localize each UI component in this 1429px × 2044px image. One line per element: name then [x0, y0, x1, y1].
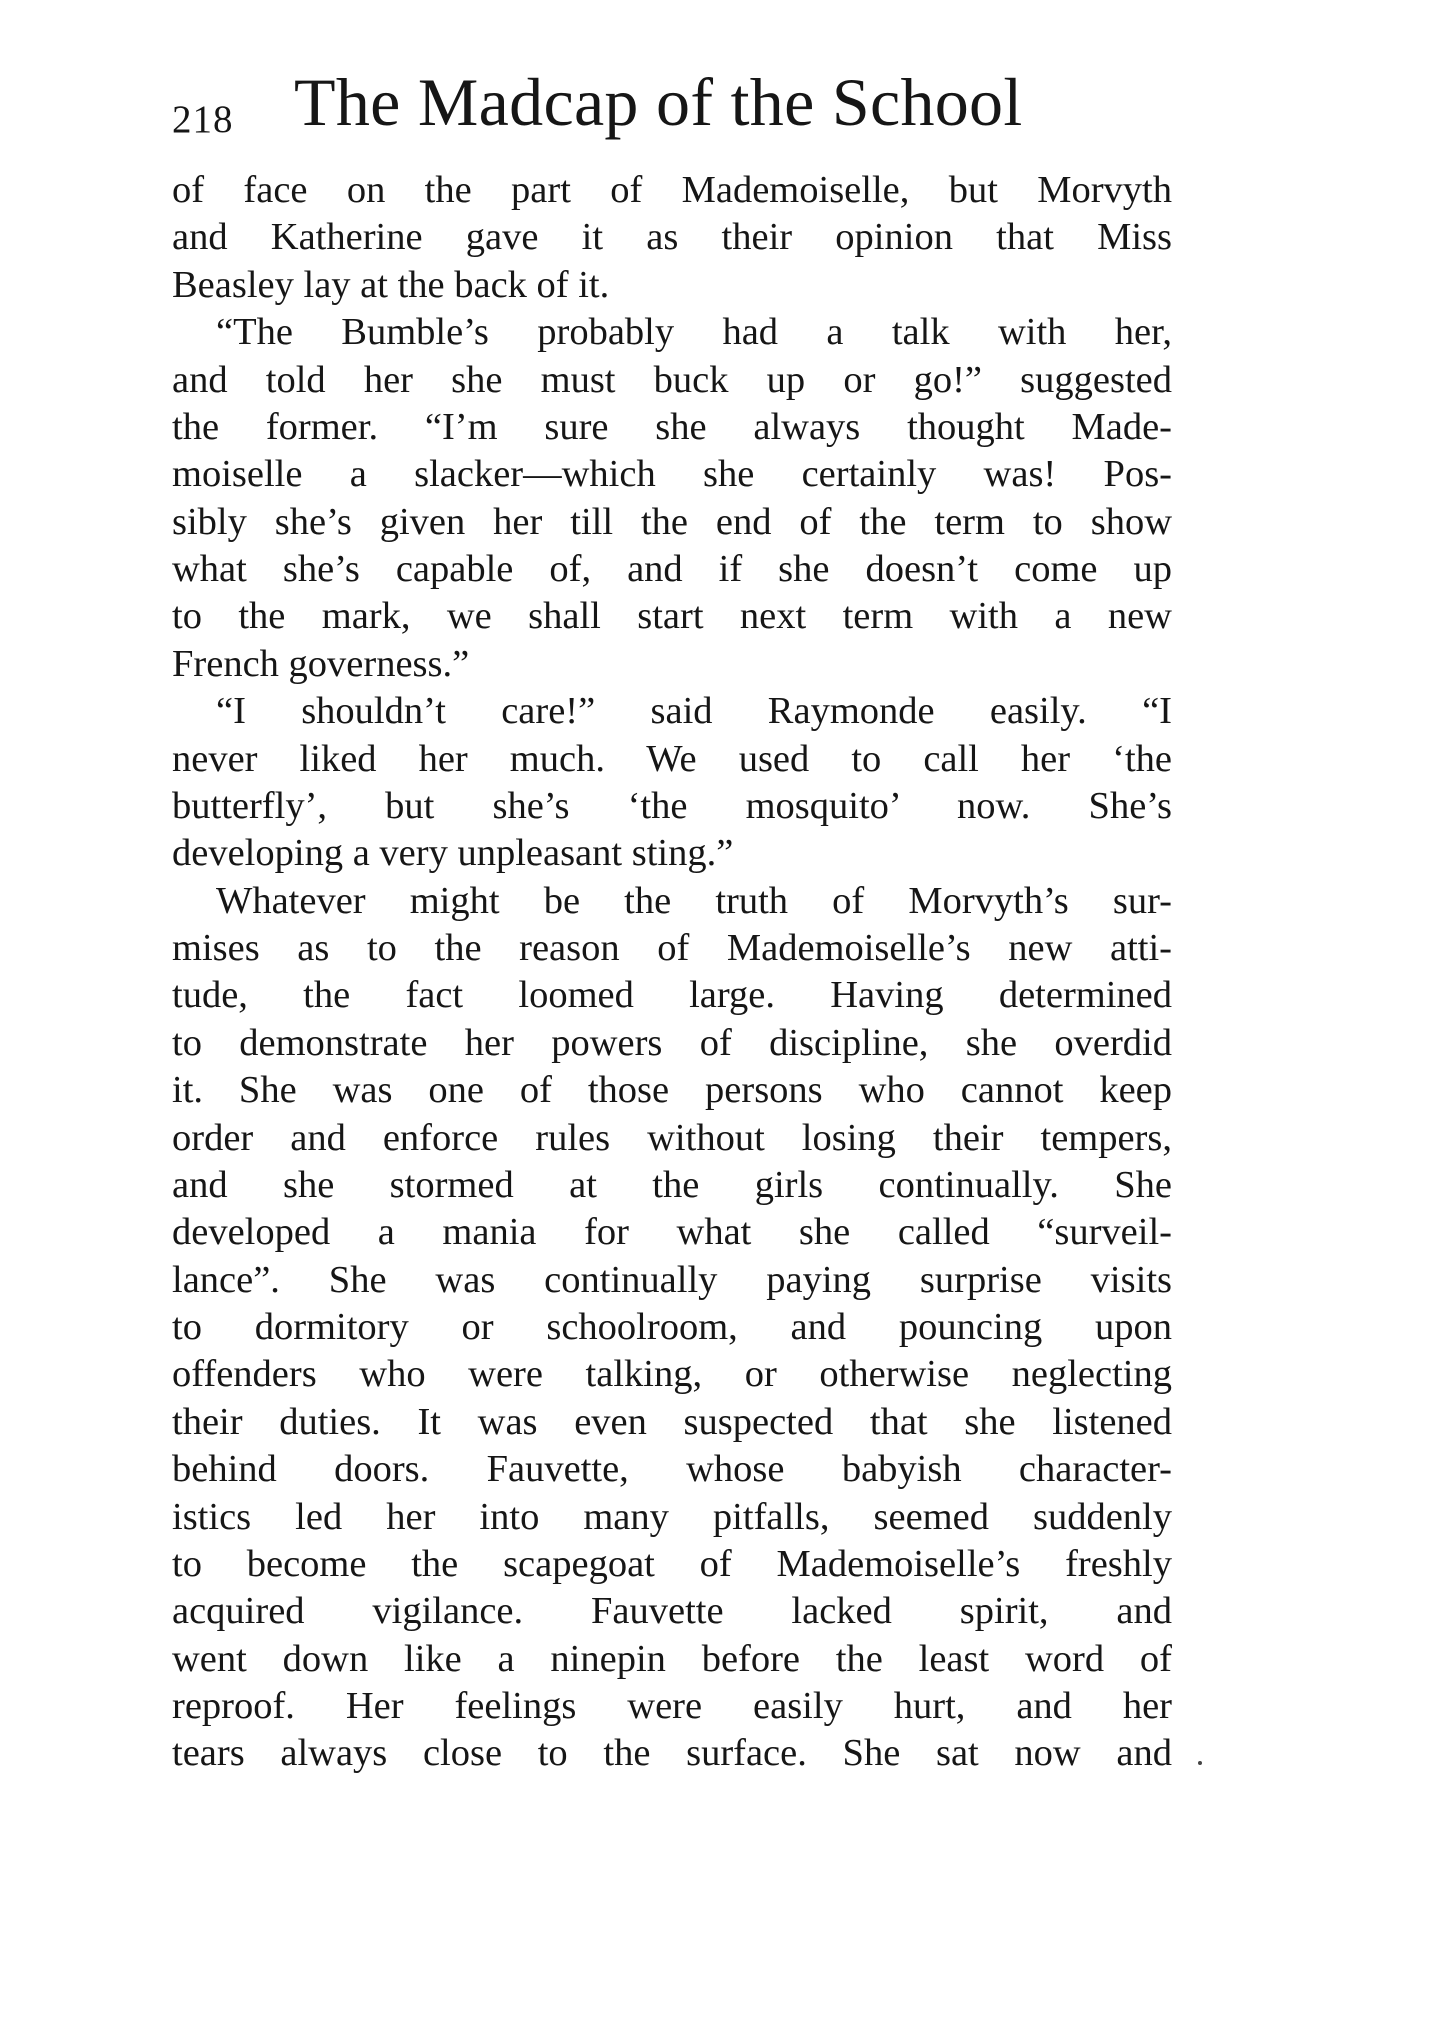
text-line: and Katherine gave it as their opinion that Miss: [172, 216, 1172, 259]
text-line: sibly she’s given her till the end of the term to show: [172, 500, 1172, 543]
text-line: French governess.”: [172, 642, 470, 685]
page-number: 218: [172, 98, 234, 141]
text-line: Whatever might be the truth of Morvyth’s sur-: [216, 879, 1172, 922]
text-line: istics led her into many pitfalls, seemed suddenly: [172, 1495, 1172, 1538]
text-line: their duties. It was even suspected that she listened: [172, 1400, 1172, 1443]
text-line: of face on the part of Mademoiselle, but Morvyth: [172, 169, 1172, 211]
text-line: mises as to the reason of Mademoiselle’s new atti-: [172, 927, 1172, 969]
text-line: moiselle a slacker—which she certainly was! Pos-: [172, 453, 1172, 496]
text-line: tears always close to the surface. She sat now and: [172, 1732, 1172, 1775]
text-line: went down like a ninepin before the least word of: [172, 1637, 1172, 1680]
margin-speck: [1198, 1761, 1202, 1765]
text-line: “The Bumble’s probably had a talk with her,: [216, 311, 1172, 354]
text-line: and she stormed at the girls continually. She: [172, 1163, 1172, 1206]
text-line: reproof. Her feelings were easily hurt, and her: [172, 1685, 1172, 1727]
running-header: [172, 62, 1172, 142]
text-line: behind doors. Fauvette, whose babyish character-: [172, 1448, 1172, 1491]
text-line: offenders who were talking, or otherwise neglecting: [172, 1353, 1172, 1396]
running-title: The Madcap of the School: [294, 64, 1023, 140]
text-line: order and enforce rules without losing their tempers,: [172, 1116, 1172, 1159]
text-line: never liked her much. We used to call her ‘the: [172, 737, 1172, 780]
text-line: to demonstrate her powers of discipline, she overdid: [172, 1021, 1172, 1064]
text-line: lance”. She was continually paying surprise visits: [172, 1258, 1172, 1301]
body-text: [172, 167, 1172, 1778]
text-line: to the mark, we shall start next term with a new: [172, 595, 1172, 638]
text-line: “I shouldn’t care!” said Raymonde easily. “I: [216, 690, 1172, 733]
text-line: butterfly’, but she’s ‘the mosquito’ now. She’s: [172, 784, 1172, 827]
text-line: developing a very unpleasant sting.”: [172, 832, 734, 875]
text-line: to become the scapegoat of Mademoiselle’s freshly: [172, 1542, 1172, 1585]
text-line: to dormitory or schoolroom, and pouncing upon: [172, 1306, 1172, 1348]
text-line: and told her she must buck up or go!” suggested: [172, 358, 1172, 401]
text-line: tude, the fact loomed large. Having determined: [172, 974, 1172, 1017]
text-line: the former. “I’m sure she always thought Made-: [172, 405, 1172, 448]
text-line: it. She was one of those persons who cannot keep: [172, 1069, 1172, 1112]
text-line: developed a mania for what she called “surveil-: [172, 1211, 1172, 1254]
text-line: what she’s capable of, and if she doesn’t come up: [172, 548, 1172, 590]
text-line: acquired vigilance. Fauvette lacked spirit, and: [172, 1590, 1172, 1633]
text-line: Beasley lay at the back of it.: [172, 263, 610, 306]
